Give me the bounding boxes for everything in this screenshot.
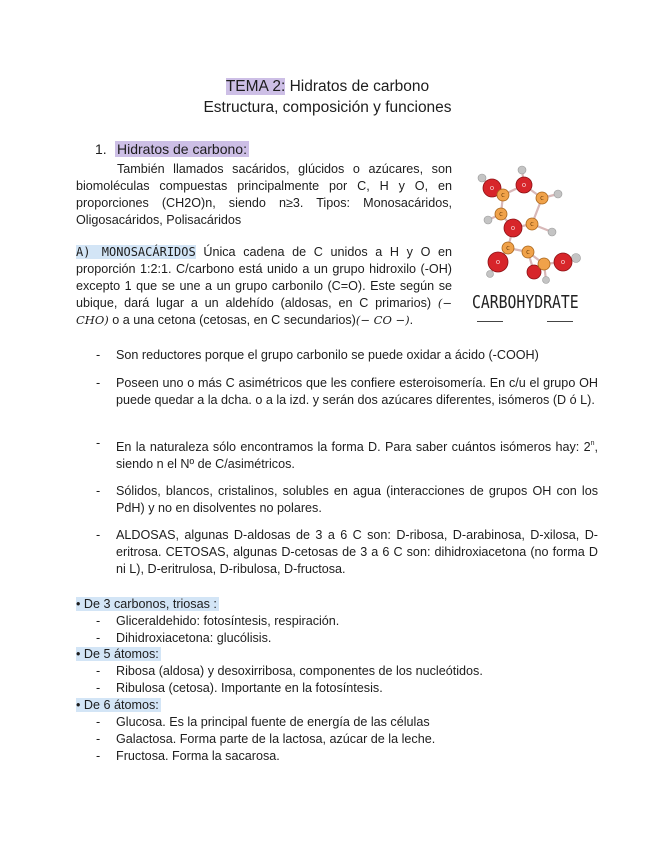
list-item <box>96 630 271 646</box>
svg-text:O: O <box>496 260 500 266</box>
item-text: Ribosa (aldosa) y desoxirribosa, componentes de los nucleótidos. <box>116 664 483 678</box>
list-item <box>96 613 339 629</box>
monosacaridos-text-a: Única cadena de C unidos a H y O en proporción 1:2:1. C/carbono está unido a un grupo hidroxilo (-OH) excepto 1 que se une a un grupo carbonilo (C=O). Este según se ubique, dará lugar a un aldehído (aldosas, en C primarios) <box>76 245 453 310</box>
bullet-text-part: , siendo n el Nº de C/asimétricos. <box>116 440 598 471</box>
svg-text:O: O <box>511 226 515 232</box>
item-dash: - <box>96 732 101 746</box>
category-heading <box>76 697 161 713</box>
bullet-text: Poseen uno o más C asimétricos que les confiere esteroisomería. En c/u el grupo OH puede quedar a la dcha. o a la izd. y serán dos azúcares diferentes, isómeros (D ó L). <box>116 376 598 407</box>
list-item <box>96 748 280 764</box>
intro-paragraph: También llamados sacáridos, glúcidos o azúcares, son biomoléculas compuestas principalmente por C, H y O, en proporciones (CH2O)n, siendo n≥3. Tipos: Monosacáridos, Oligosacáridos, Polisacáridos <box>76 162 452 227</box>
aldehyde-formula: (− CHO) <box>76 296 452 327</box>
list-item <box>96 714 430 730</box>
page-title <box>0 78 655 96</box>
item-dash: - <box>96 681 101 695</box>
item-dash: - <box>96 715 101 729</box>
item-text: Dihidroxiacetona: glucólisis. <box>116 631 272 645</box>
item-text: Galactosa. Forma parte de la lactosa, azúcar de la leche. <box>116 732 436 746</box>
caption-rule-left <box>477 321 503 322</box>
bullet-dash: - <box>96 436 101 450</box>
title-topic-name: Hidratos de carbono <box>285 78 430 95</box>
category-heading <box>76 646 161 662</box>
item-text: Glucosa. Es la principal fuente de energía de las células <box>116 715 430 729</box>
category-label: • De 6 átomos: <box>76 698 159 712</box>
svg-text:O: O <box>522 183 526 189</box>
title-topic-label: TEMA 2: <box>225 78 286 95</box>
section-heading <box>95 141 249 157</box>
item-text: Gliceraldehido: fotosíntesis, respiración. <box>116 614 340 628</box>
bullet-text <box>116 435 598 473</box>
monosacaridos-heading: A) MONOSACÁRIDOS <box>76 245 196 259</box>
section-number: 1. <box>95 141 107 157</box>
carbohydrate-molecule-illustration <box>468 160 588 288</box>
item-dash: - <box>96 614 101 628</box>
list-item <box>96 731 435 747</box>
svg-text:C: C <box>530 222 534 228</box>
monosacaridos-text-c: . <box>409 313 414 327</box>
molecule-caption: CARBOHYDRATE <box>472 292 579 313</box>
bullet-dash: - <box>96 528 101 542</box>
bullet-dash: - <box>96 376 101 390</box>
svg-text:C: C <box>499 212 503 218</box>
svg-text:C: C <box>506 246 510 252</box>
category-label: • De 3 carbonos, triosas : <box>76 597 217 611</box>
item-dash: - <box>96 664 101 678</box>
bullet-text: Sólidos, blancos, cristalinos, solubles en agua (interacciones de grupos OH con los PdH) y no en disolventes no polares. <box>116 484 598 515</box>
monosacaridos-paragraph <box>76 244 452 329</box>
item-text: Ribulosa (cetosa). Importante en la fotosíntesis. <box>116 681 383 695</box>
page-subtitle: Estructura, composición y funciones <box>203 99 452 116</box>
bullet-text: ALDOSAS, algunas D-aldosas de 3 a 6 C son: D-ribosa, D-arabinosa, D-xilosa, D-eritrosa. CETOSAS, algunas D-cetosas de 3 a 6 C son: dihidroxiacetona (no forma D ni L), D-eritrulosa, D-ribulosa, D-fructosa. <box>116 528 598 576</box>
exponent: n <box>590 440 595 447</box>
category-heading <box>76 596 219 612</box>
item-dash: - <box>96 749 101 763</box>
svg-text:O: O <box>561 260 565 266</box>
svg-text:C: C <box>501 193 505 199</box>
svg-text:O: O <box>490 186 494 192</box>
category-label: • De 5 átomos: <box>76 647 159 661</box>
section-label: Hidratos de carbono: <box>117 141 247 157</box>
caption-underline <box>477 321 573 322</box>
list-item <box>96 680 383 696</box>
bullet-text-part: En la naturaleza sólo encontramos la forma D. Para saber cuántos isómeros hay: 2 <box>116 440 591 454</box>
caption-rule-right <box>547 321 573 322</box>
svg-text:C: C <box>540 196 544 202</box>
bullet-text: Son reductores porque el grupo carbonilo se puede oxidar a ácido (-COOH) <box>116 348 539 362</box>
item-text: Fructosa. Forma la sacarosa. <box>116 749 280 763</box>
bullet-dash: - <box>96 348 101 362</box>
bullet-dash: - <box>96 484 101 498</box>
monosacaridos-text-b: o a una cetona (cetosas, en C secundarios) <box>108 313 356 327</box>
item-dash: - <box>96 631 101 645</box>
list-item <box>96 663 483 679</box>
svg-text:C: C <box>526 250 530 256</box>
ketone-formula: (− CO −) <box>355 313 410 327</box>
